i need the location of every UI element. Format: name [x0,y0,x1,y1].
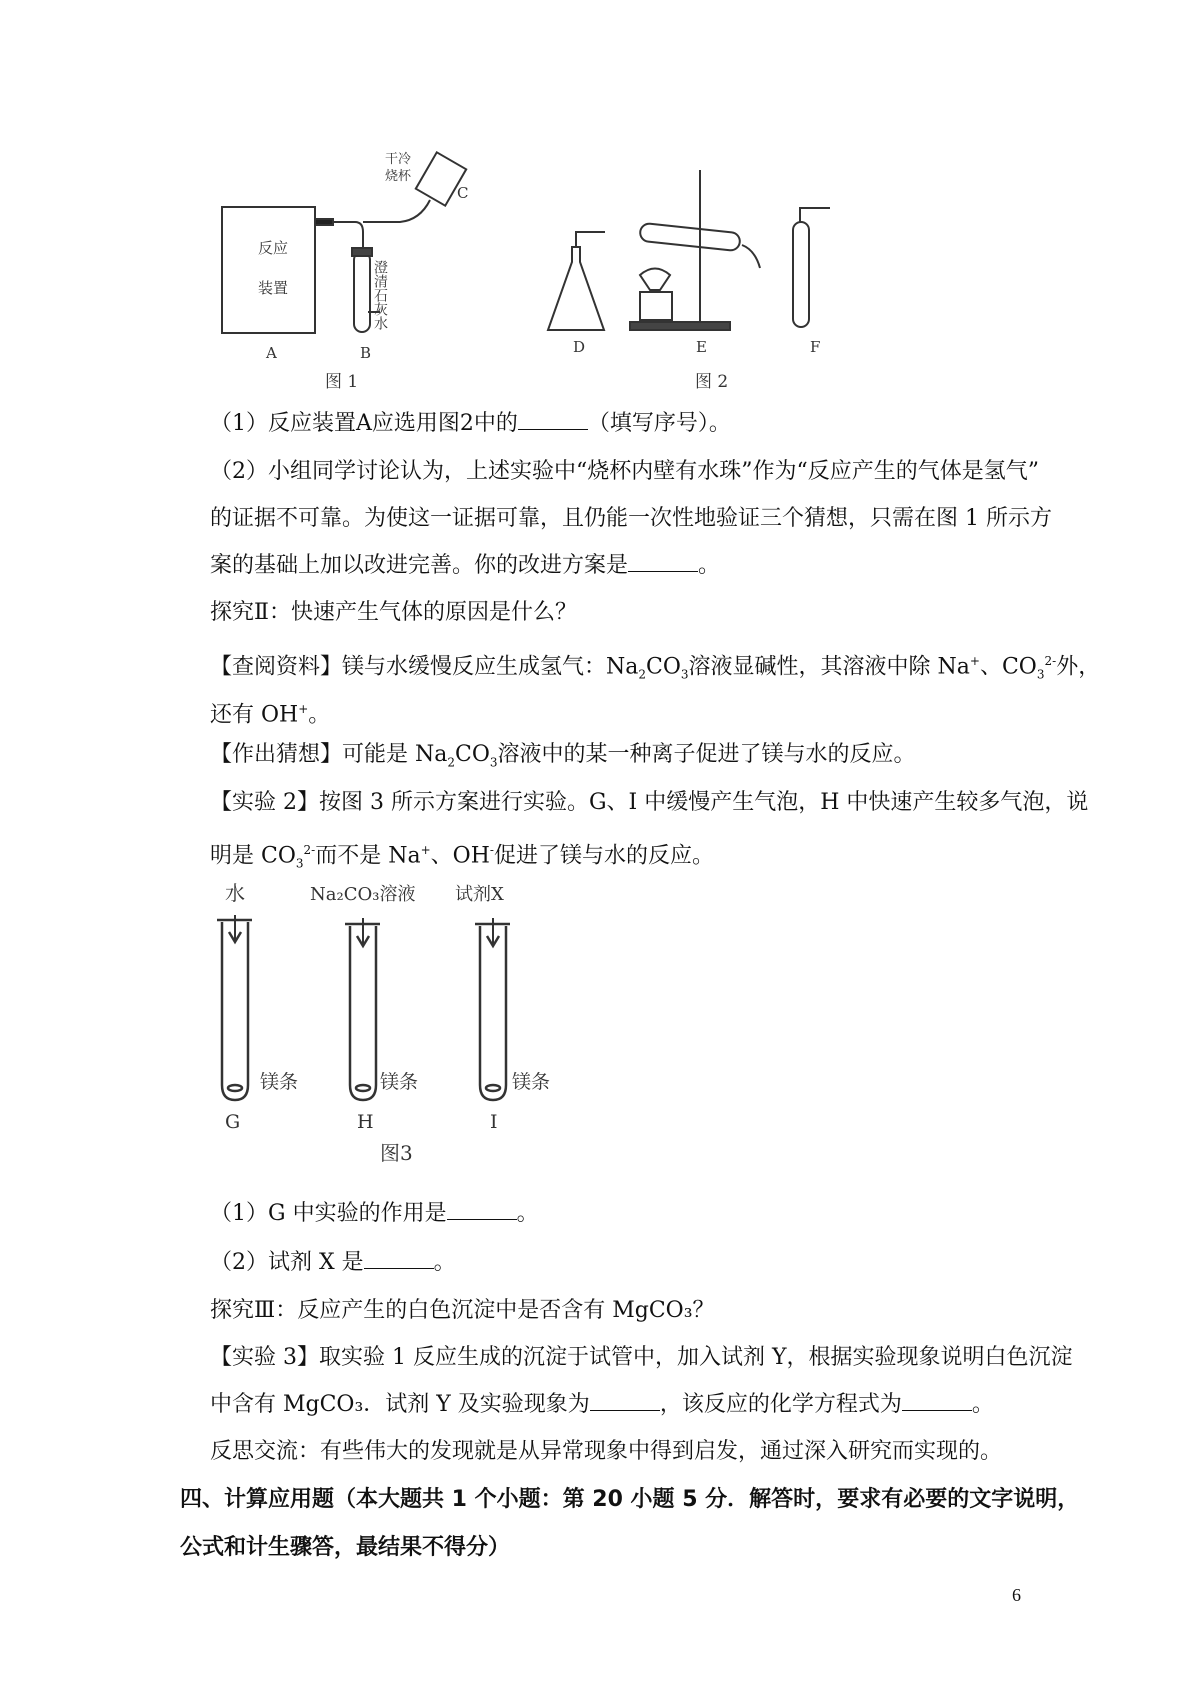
text: CO [455,742,490,767]
label-d: D [573,338,586,356]
reagent-x: 试剂X [455,884,504,905]
text: CO [646,654,681,680]
text: 【查阅资料】镁与水缓慢反应生成氢气：Na [210,654,639,680]
sub: 2 [447,755,456,770]
explore-3-heading: 探究Ⅲ：反应产生的白色沉淀中是否含有 MgCO₃？ [210,1298,715,1323]
text: 溶液中的某一种离子促进了镁与水的反应。 [497,742,916,767]
section-4-heading-line-2: 公式和计生骤答，最结果不得分） [180,1535,511,1560]
flask-d [548,247,604,330]
text: 而不是 Na [315,843,421,869]
text: 溶液显碱性，其溶液中除 Na [688,654,970,680]
answer-blank[interactable] [447,1199,517,1220]
test-tube-e [639,223,740,251]
experiment-3-line-2 [210,1390,994,1420]
answer-blank[interactable] [590,1390,660,1411]
figure-3 [200,870,600,1180]
sub: 2 [638,667,647,682]
text: 。 [698,553,721,578]
text: 促进了镁与水的反应。 [493,843,714,869]
sup: - [489,843,494,857]
sub: 3 [295,856,304,871]
figure-1-2 [0,0,1200,400]
text: 外， [1056,654,1101,680]
reference-line-2 [210,694,330,730]
reflection: 反思交流：有些伟大的发现就是从异常现象中得到启发，通过深入研究而实现的。 [210,1439,1003,1464]
label-e: E [696,338,707,356]
box-label-1: 反应 [258,239,289,257]
label-i: I [490,1111,498,1133]
text: （填写序号）。 [587,411,731,436]
label-f: F [810,338,821,356]
reference-line-1 [210,646,1100,690]
text: 、OH [430,843,490,869]
box-label-2: 装置 [258,279,289,297]
label-a: A [266,344,277,362]
sup: + [298,702,309,716]
question-1 [210,409,731,439]
reagent-water: 水 [225,881,245,905]
figure-2 [548,170,830,330]
text: ，该反应的化学方程式为 [659,1392,902,1417]
test-tube-b [354,252,370,332]
text: 、CO [979,654,1037,680]
label-g: G [225,1111,241,1133]
label-c: C [457,184,469,202]
mg-strip-label: 镁条 [512,1071,551,1093]
text: 案的基础上加以改进完善。你的改进方案是 [210,553,629,578]
test-tube-i [475,918,510,1100]
alcohol-lamp [640,269,672,321]
label-b: B [360,344,372,362]
g-question-2 [210,1248,456,1278]
text: 【作出猜想】可能是 Na [210,742,448,767]
beaker-label: 烧杯 [385,169,412,184]
experiment-2-line-1: 【实验 2】按图 3 所示方案进行实验。G、I 中缓慢产生气泡，H 中快速产生较多气泡，说 [210,790,1089,815]
g-question-1 [210,1199,539,1229]
answer-blank[interactable] [902,1390,972,1411]
sup: + [969,654,980,668]
text: （1）反应装置A应选用图2中的 [210,411,518,436]
figure-3-caption: 图3 [380,1141,413,1165]
test-tube-h [345,918,380,1100]
question-2-line-2: 的证据不可靠。为使这一证据可靠，且仍能一次性地验证三个猜想，只需在图 1 所示方 [210,506,1052,531]
question-2-line-1: （2）小组同学讨论认为，上述实验中“烧杯内壁有水珠”作为“反应产生的气体是氢气” [210,459,1039,484]
test-tube-g [217,915,252,1100]
limewater-label: 澄清石灰水 [372,260,388,330]
mg-strip-label: 镁条 [260,1071,299,1093]
text: 。 [971,1392,994,1417]
answer-blank[interactable] [518,409,588,430]
sup: 2- [1044,654,1057,668]
sup: + [420,843,431,857]
page-number: 6 [1012,1585,1021,1605]
explore-2-heading: 探究Ⅱ：快速产生气体的原因是什么？ [210,600,577,625]
text: 明是 CO [210,843,296,869]
beaker-label: 干冷 [385,152,412,167]
experiment-3-line-1: 【实验 3】取实验 1 反应生成的沉淀于试管中，加入试剂 Y，根据实验现象说明白色沉淀 [210,1345,1073,1370]
mg-strip-label: 镁条 [380,1071,419,1093]
text: 。 [433,1250,456,1275]
answer-blank[interactable] [364,1248,434,1269]
reaction-apparatus-box [222,207,315,333]
sub: 3 [489,755,498,770]
text: 。 [308,702,331,728]
sub: 3 [680,667,689,682]
text: 。 [516,1201,539,1226]
sup: 2- [303,843,316,857]
sub: 3 [1036,667,1045,682]
test-tube-f [793,222,809,327]
figure-1-caption: 图 1 [325,372,359,392]
figure-2-caption: 图 2 [695,372,729,392]
answer-blank[interactable] [628,551,698,572]
section-4-heading-line-1: 四、计算应用题（本大题共 1 个小题：第 20 小题 5 分．解答时，要求有必要的文字说明， [180,1487,1080,1512]
label-h: H [357,1111,374,1133]
hypothesis-line [210,740,916,777]
question-2-line-3 [210,551,720,581]
text: 中含有 MgCO₃．试剂 Y 及实验现象为 [210,1392,590,1417]
text: （1）G 中实验的作用是 [210,1201,447,1226]
text: （2）试剂 X 是 [210,1250,364,1275]
reagent-na2co3: Na₂CO₃溶液 [310,884,416,905]
text: 还有 OH [210,702,299,728]
